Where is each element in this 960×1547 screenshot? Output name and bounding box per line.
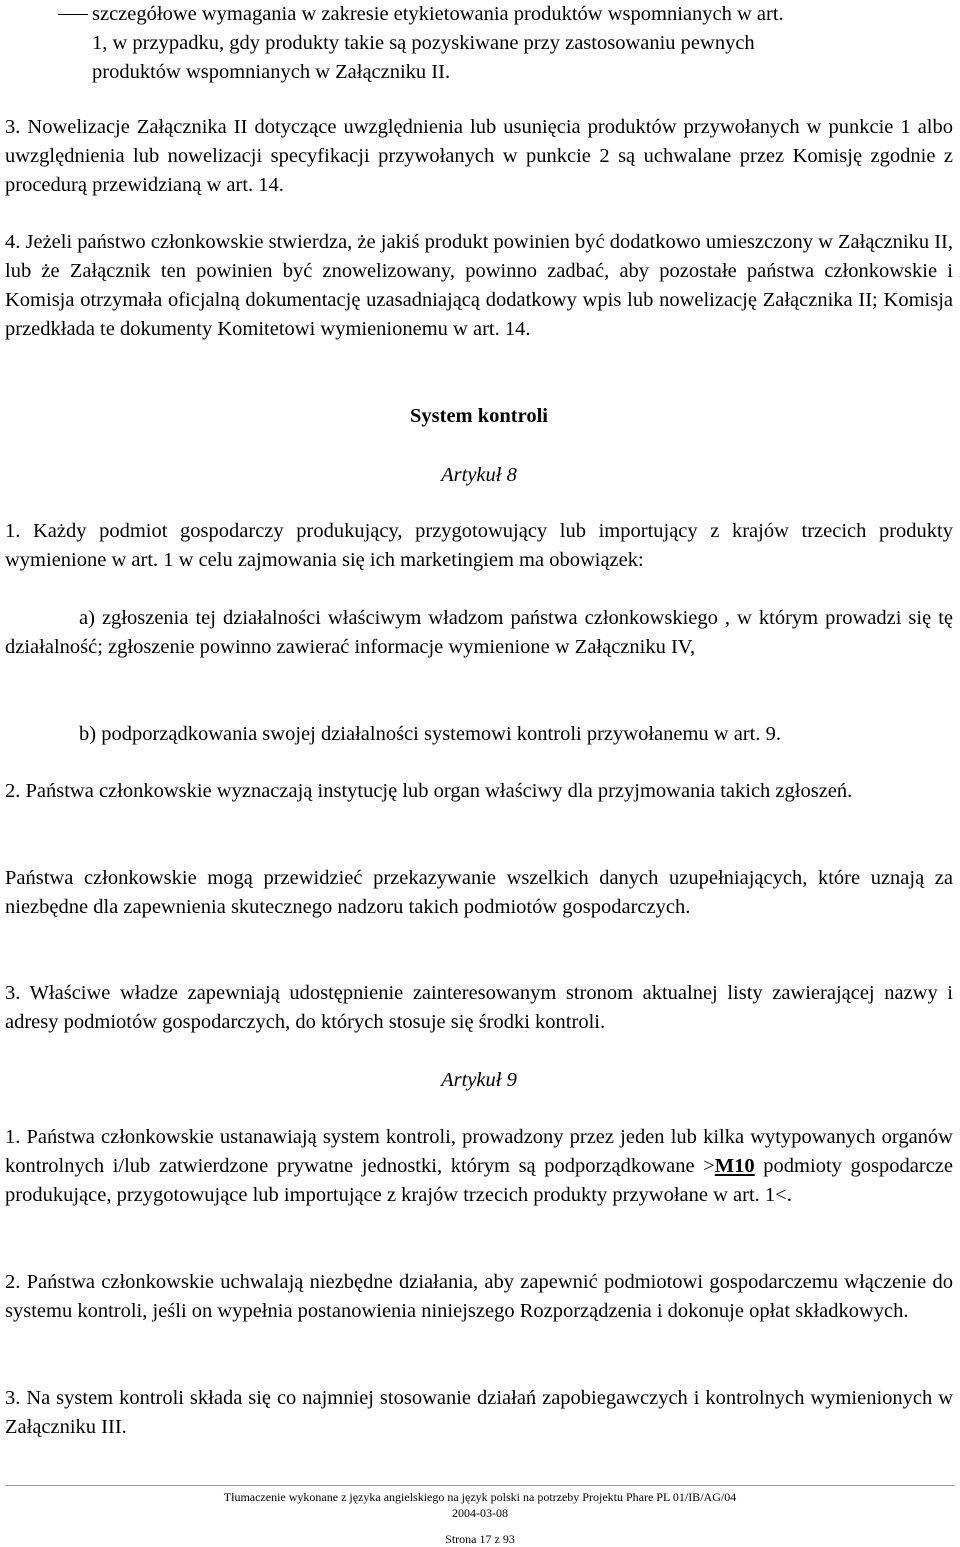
article-8-item-a <box>5 604 953 662</box>
dash-item-line-1: szczegółowe wymagania w zakresie etykietowania produktów wspomnianych w art. <box>92 3 784 25</box>
article-8-paragraph-2: 2. Państwa członkowskie wyznaczają instytucję lub organ właściwy dla przyjmowania takich zgłoszeń. <box>5 780 853 802</box>
article-8-paragraph-3: 3. Właściwe władze zapewniają udostępnienie zainteresowanym stronom aktualnej listy zawierającej nazwy i adresy podmiotów gospodarczych, do których stosuje się środki kontroli. <box>5 982 953 1033</box>
section-title: System kontroli <box>409 405 548 427</box>
paragraph-4: 4. Jeżeli państwo członkowskie stwierdza, że jakiś produkt powinien być dodatkowo umieszczony w Załączniku II, lub że Załącznik ten powinien być znowelizowany, powinno zadbać, aby pozostałe państwa członkowskie i Komisja otrzymała oficjalną dokumentację uzasadniającą dodatkowy wpis lub nowelizację Załącznika II; Komisja przedkłada te dokumenty Komitetowi wymienionemu w art. 14. <box>5 231 953 340</box>
article-8-item-b <box>5 720 953 749</box>
article-9-paragraph-3: 3. Na system kontroli składa się co najmniej stosowanie działań zapobiegawczych i kontrolnych wymienionych w Załączniku III. <box>5 1387 953 1438</box>
dash-list-item <box>92 0 952 87</box>
footer-translation-note: Tłumaczenie wykonane z języka angielskiego na język polski na potrzeby Projektu Phare PL 01/IB/AG/04 <box>223 1490 737 1504</box>
article-9-paragraph-1 <box>5 1123 953 1210</box>
article-9-paragraph-1-text-a: 1. Państwa członkowskie ustanawiają system kontroli, prowadzony przez jeden lub kilka wytypowanych organów kontrolnych i/lub zatwierdzone prywatne jednostki, którym są podporządkowane > <box>5 1126 953 1177</box>
article-8-paragraph-1: 1. Każdy podmiot gospodarczy produkujący, przygotowujący lub importujący z krajów trzecich produkty wymienione w art. 1 w celu zajmowania się ich marketingiem ma obowiązek: <box>5 520 953 571</box>
article-8-paragraph-2b: Państwa członkowskie mogą przewidzieć przekazywanie wszelkich danych uzupełniających, które uznają za niezbędne dla zapewnienia skutecznego nadzoru takich podmiotów gospodarczych. <box>5 867 953 918</box>
article-9-paragraph-1-text-b: podmioty gospodarcze produkujące, przygotowujące lub importujące z krajów trzecich produkty przywołane w art. 1<. <box>5 1155 953 1206</box>
paragraph-3: 3. Nowelizacje Załącznika II dotyczące uwzględnienia lub usunięcia produktów przywołanych w punkcie 1 albo uwzględnienia lub nowelizacji specyfikacji przywołanych w punkcie 2 są uchwalane przez Komisję zgodnie z procedurą przewidzianą w art. 14. <box>5 116 953 196</box>
article-8-item-a-text: a) zgłoszenia tej działalności właściwym władzom państwa członkowskiego , w którym prowadzi się tę działalność; zgłoszenie powinno zawierać informacje wymienione w Załączniku IV, <box>5 607 953 658</box>
footer-date: 2004-03-08 <box>452 1506 508 1520</box>
dash-item-line-3: produktów wspomnianych w Załączniku II. <box>92 61 451 83</box>
footer-page-number: Strona 17 z 93 <box>445 1532 515 1546</box>
amendment-marker: M10 <box>714 1155 755 1177</box>
article-9-heading: Artykuł 9 <box>441 1069 517 1091</box>
footer-divider <box>5 1485 955 1486</box>
article-8-item-b-text: b) podporządkowania swojej działalności systemowi kontroli przywołanemu w art. 9. <box>79 723 781 745</box>
article-8-heading: Artykuł 8 <box>441 464 517 486</box>
dash-item-line-2: 1, w przypadku, gdy produkty takie są pozyskiwane przy zastosowaniu pewnych <box>92 32 755 54</box>
dash-marker <box>58 14 88 15</box>
article-9-paragraph-2: 2. Państwa członkowskie uchwalają niezbędne działania, aby zapewnić podmiotowi gospodarczemu włączenie do systemu kontroli, jeśli on wypełnia postanowienia niniejszego Rozporządzenia i dokonuje opłat składkowych. <box>5 1271 953 1322</box>
